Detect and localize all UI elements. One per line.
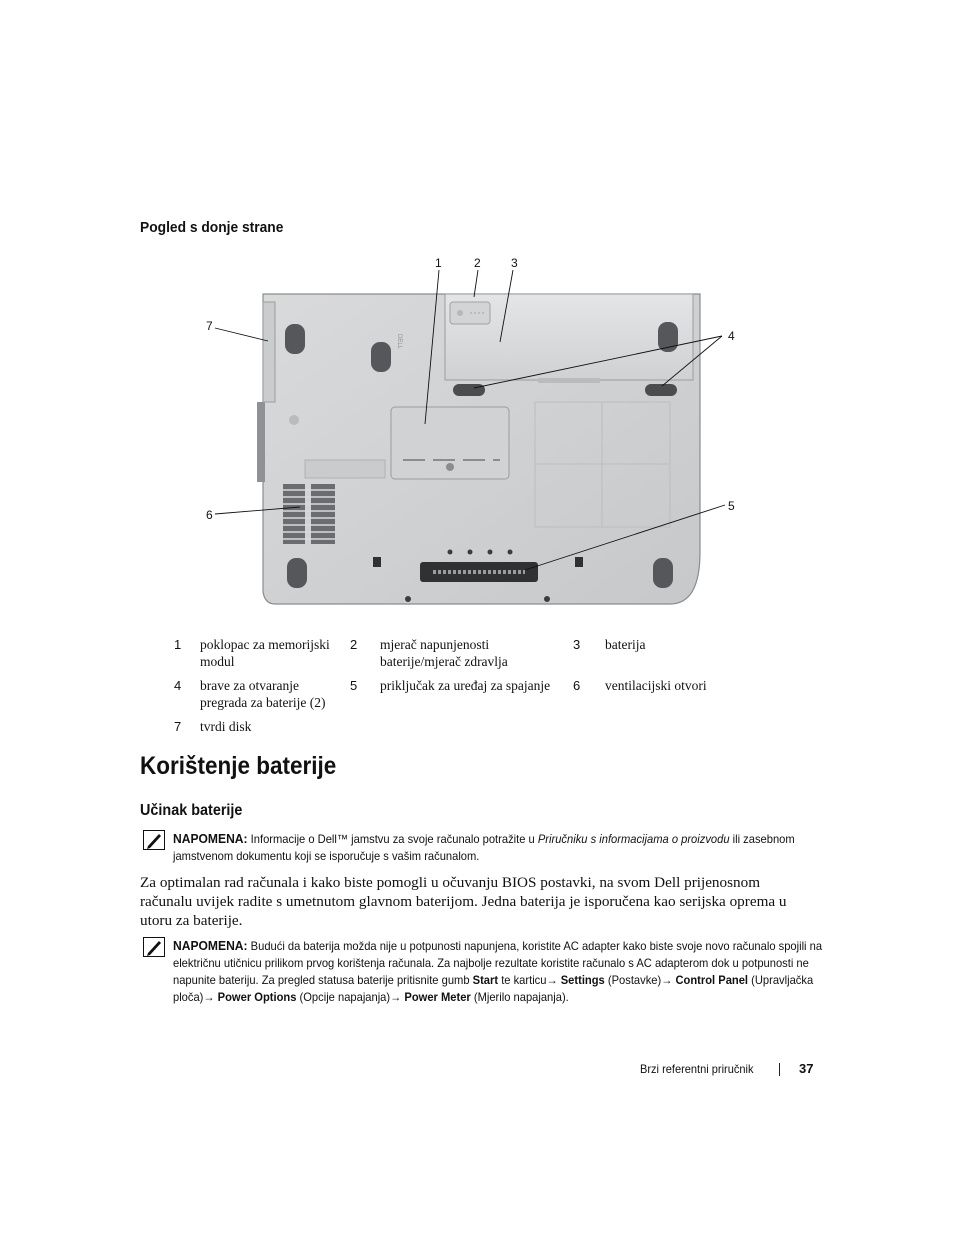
legend-num: 7: [174, 719, 182, 734]
legend-table: [140, 636, 820, 759]
heading-sub: Učinak baterije: [140, 802, 243, 819]
note-1: [143, 830, 815, 865]
note-text: te karticu→: [501, 973, 558, 987]
legend-num: 6: [573, 678, 581, 693]
legend-num: 4: [174, 678, 182, 693]
note-text: ili zasebnom jamstvenom dokumentu koji se isporučuje s vašim računalom.: [173, 832, 795, 863]
laptop-bottom-figure: [195, 252, 755, 612]
note-text: (Postavke)→: [607, 973, 673, 987]
note-label: NAPOMENA:: [173, 831, 248, 846]
note-pencil-icon: [143, 830, 165, 850]
note-doc-title: Priručniku s informacijama o proizvodu: [537, 832, 730, 846]
legend-text: mjerač napunjenosti baterije/mjerač zdravlja: [380, 637, 508, 669]
legend-text: priključak za uređaj za spajanje: [380, 678, 551, 693]
note-text: (Mjerilo napajanja).: [473, 990, 569, 1004]
footer-separator: [779, 1063, 780, 1076]
legend-num: 3: [573, 637, 581, 652]
callout-1: 1: [435, 256, 442, 270]
page-footer: [640, 1062, 816, 1076]
menu-power-meter: Power Meter: [404, 990, 471, 1004]
section-title: Pogled s donje strane: [140, 219, 284, 236]
menu-power-options: Power Options: [217, 990, 297, 1004]
menu-start: Start: [472, 973, 499, 987]
page-number: 37: [799, 1061, 814, 1076]
callout-2: 2: [474, 256, 481, 270]
legend-text: poklopac za memorijski modul: [200, 637, 330, 669]
callout-6: 6: [206, 508, 213, 522]
callout-4: 4: [728, 329, 735, 343]
legend-text: brave za otvaranje pregrada za baterije (2): [200, 678, 326, 710]
legend-num: 1: [174, 637, 182, 652]
legend-num: 5: [350, 678, 358, 693]
callout-5: 5: [728, 499, 735, 513]
note-2: [143, 937, 823, 1006]
callout-7: 7: [206, 319, 213, 333]
callout-3: 3: [511, 256, 518, 270]
note-text: Budući da baterija možda nije u potpunosti napunjena, koristite AC adapter kako biste svoje novo računalo spojili na električnu utičnicu prilikom prvog korištenja računala. Za najbolje rezultate koristite računalo s AC adapterom dok u potpunosti ne napunite bateriju. Za pregled statusa baterije pritisnite gumb: [173, 939, 823, 987]
note-pencil-icon: [143, 937, 165, 957]
body-paragraph: Za optimalan rad računala i kako biste pomogli u očuvanju BIOS postavki, na svom Dell prijenosnom računalu uvijek radite s umetnutom glavnom baterijom. Jedna baterija je isporučena kao serijska oprema u utoru za baterije.: [140, 874, 787, 929]
legend-text: ventilacijski otvori: [605, 678, 707, 693]
legend-text: tvrdi disk: [200, 719, 252, 734]
note-label: NAPOMENA:: [173, 938, 248, 953]
note-text: Informacije o Dell™ jamstvu za svoje računalo potražite u: [250, 832, 535, 846]
chassis-label: DELL: [396, 334, 402, 350]
laptop-bottom-illustration: [195, 252, 755, 612]
heading-main: Korištenje baterije: [140, 752, 337, 780]
note-text: (Opcije napajanja)→: [299, 990, 402, 1004]
legend-row: [140, 636, 820, 677]
legend-row: [140, 677, 820, 718]
legend-num: 2: [350, 637, 358, 652]
menu-control-panel: Control Panel: [675, 973, 749, 987]
footer-guide-title: Brzi referentni priručnik: [640, 1062, 754, 1076]
legend-text: baterija: [605, 637, 646, 652]
menu-settings: Settings: [560, 973, 605, 987]
note-text: (Upravljačka ploča)→: [173, 973, 814, 1004]
